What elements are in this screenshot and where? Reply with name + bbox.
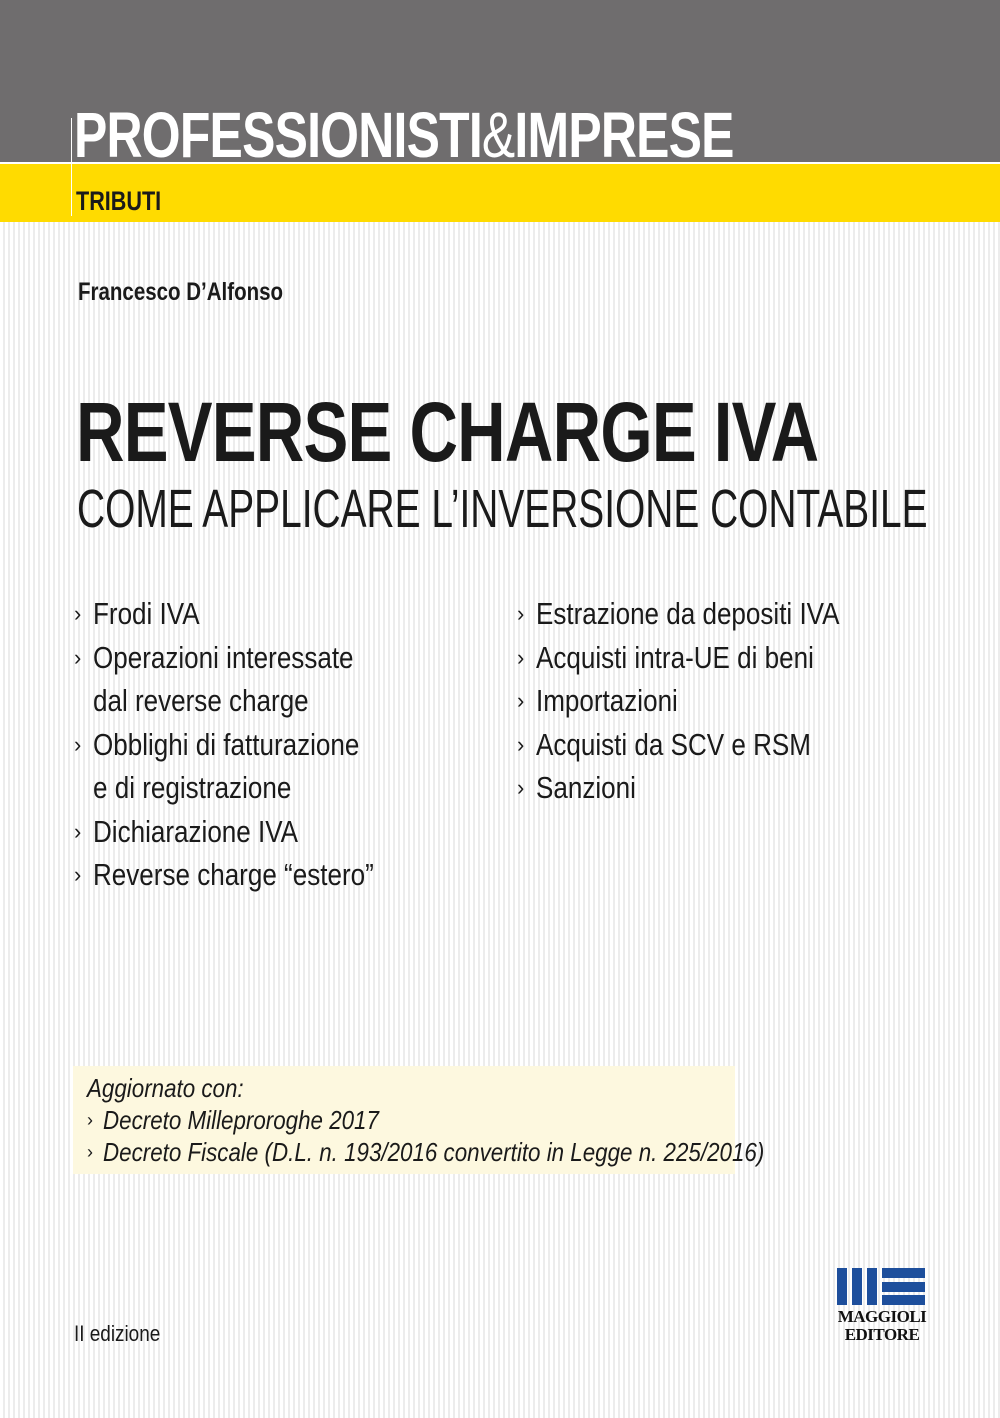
series-divider-line <box>71 118 72 216</box>
chevron-right-icon: › <box>74 731 82 757</box>
update-notice-box <box>73 1066 765 1174</box>
maggioli-logo-icon <box>837 1268 925 1305</box>
topic-item: › Frodi IVA <box>74 592 427 636</box>
book-subtitle: COME APPLICARE L’INVERSIONE CONTABILE <box>77 479 928 539</box>
chevron-right-icon: › <box>517 601 525 626</box>
chevron-right-icon: › <box>74 601 82 626</box>
update-item: › Decreto Milleproroghe 2017 <box>87 1105 379 1135</box>
book-title: REVERSE CHARGE IVA <box>76 385 819 479</box>
topic-item-continuation: dal reverse charge <box>93 683 309 718</box>
chevron-right-icon: › <box>517 644 525 670</box>
topic-item: › Obblighi di fatturazione <box>74 723 427 767</box>
topic-item: › Importazioni <box>517 679 897 723</box>
chevron-right-icon: › <box>74 862 82 887</box>
publisher-name: MAGGIOLI EDITORE <box>837 1307 927 1344</box>
chevron-right-icon: › <box>74 644 82 670</box>
series-ampersand: & <box>481 99 515 171</box>
chevron-right-icon: › <box>87 1142 93 1162</box>
topic-item-continuation: e di registrazione <box>93 770 292 805</box>
series-title <box>74 99 734 171</box>
chevron-right-icon: › <box>517 775 525 800</box>
category-label: TRIBUTI <box>76 186 162 216</box>
chevron-right-icon: › <box>517 731 525 757</box>
topic-item: › Reverse charge “estero” <box>74 853 427 897</box>
update-heading: Aggiornato con: <box>87 1073 244 1103</box>
topic-item: › Acquisti intra-UE di beni <box>517 636 897 680</box>
topic-item: › Sanzioni <box>517 766 897 810</box>
update-item: › Decreto Fiscale (D.L. n. 193/2016 convertito in Legge n. 225/2016) <box>87 1137 765 1167</box>
publisher-logo <box>836 1268 928 1348</box>
series-title-part2: IMPRESE <box>514 99 734 171</box>
topics-list-left <box>74 592 427 897</box>
topic-item: › Estrazione da depositi IVA <box>517 592 897 636</box>
chevron-right-icon: › <box>74 818 82 844</box>
topic-item: › Operazioni interessate <box>74 636 427 680</box>
chevron-right-icon: › <box>87 1110 93 1130</box>
edition-label: II edizione <box>74 1321 161 1346</box>
chevron-right-icon: › <box>517 688 525 713</box>
topics-list-right <box>517 592 897 810</box>
series-title-part1: PROFESSIONISTI <box>74 99 482 171</box>
topic-item: › Dichiarazione IVA <box>74 810 427 854</box>
topic-item: › Acquisti da SCV e RSM <box>517 723 897 767</box>
author-name: Francesco D’Alfonso <box>78 278 284 306</box>
